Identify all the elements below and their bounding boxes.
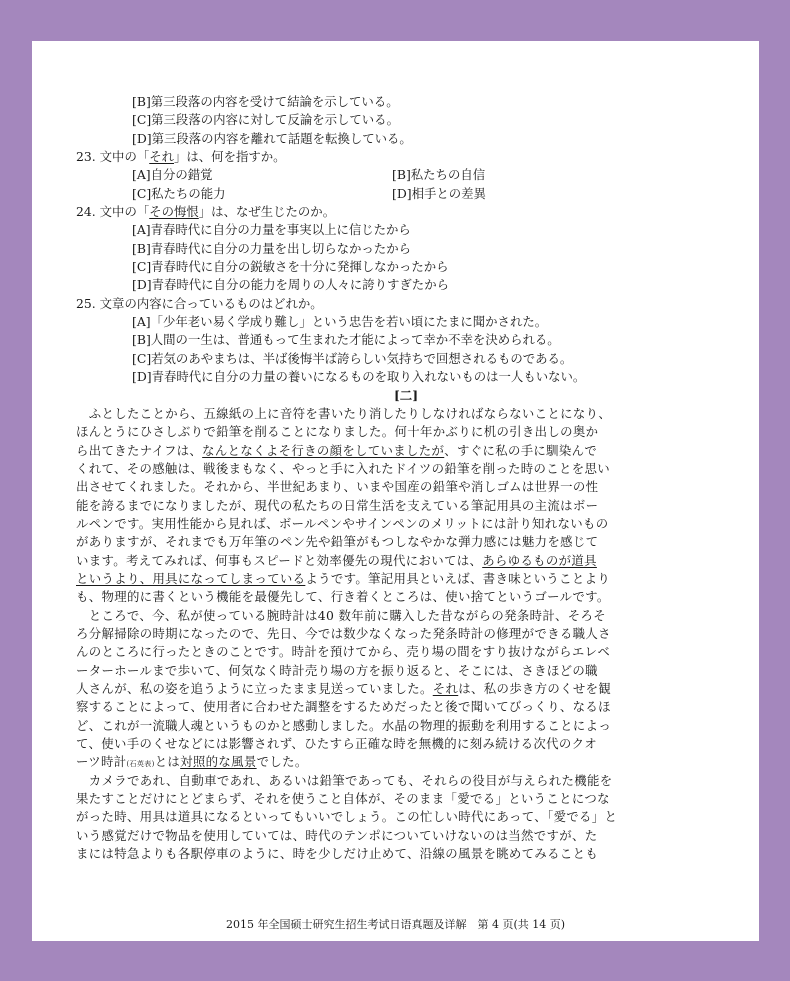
question-number: 23. [76, 149, 96, 165]
q25-option-d: [D]青春時代に自分の力量の養いになるものを取り入れないものは一人もいない。 [132, 369, 586, 385]
q22-option-b: [B]第三段落の内容を受けて結論を示している。 [132, 94, 399, 109]
q23-option-b: [B]私たちの自信 [392, 167, 486, 183]
underlined-phrase: 対照的な風景 [180, 754, 257, 770]
page-content [76, 93, 687, 863]
paragraph-2-line: ど、これが一流職人魂というものかと感動しました。水晶の物理的振動を利用することによっ [76, 717, 612, 733]
q24-option-d: [D]青春時代に自分の能力を周りの人々に誇りすぎたから [132, 277, 449, 293]
q25-option-b: [B]人間の一生は、普通もって生まれた才能によって幸か不幸を決められる。 [132, 332, 560, 348]
page-footer: 2015 年全国硕士研究生招生考试日语真题及详解 第 4 页(共 14 页) [225, 918, 566, 931]
question-25 [76, 295, 687, 313]
paragraph-1-line: 出させてくれました。それから、半世紀あまり、いまや国産の鉛筆や消しゴムは世界一の性 [76, 479, 599, 495]
paragraph-2-line: ーツ時計(石英表)とは対照的な風景でした。 [76, 754, 308, 770]
underlined-phrase: あらゆるものが道具 [482, 552, 597, 568]
paragraph-2-line: 人さんが、私の姿を追うように立ったまま見送っていました。それは、私の歩き方のくせを観 [76, 681, 612, 696]
paragraph-3-line: いう感覚だけで物品を使用していては、時代のテンポについていけないのは当然ですが、た [76, 827, 598, 843]
question-24: 24. 文中の「その悔恨」は、なぜ生じたのか。 [76, 204, 336, 220]
q23-options-row2 [105, 185, 687, 203]
q24-option-b: [B]青春時代に自分の力量を出し切らなかったから [132, 240, 411, 256]
question-number: 25. [76, 295, 96, 311]
q23-options-row1 [105, 166, 687, 184]
q23-option-a: [A]自分の錯覚 [132, 167, 213, 183]
paragraph-2-line: て、使い手のくせなどには影響されず、ひたすら正確な時を無機的に刻み続ける次代のクオ [76, 736, 598, 752]
paragraph-1-line: ら出てきたナイフは、なんとなくよそ行きの顔をしていましたが、すぐに私の手に馴染んで [76, 442, 598, 458]
paragraph-2-line: ろ分解掃除の時期になったので、先日、今では数少なくなった発条時計の修理ができる職人さ [76, 625, 611, 641]
paragraph-3-line: カメラであれ、自動車であれ、あるいは鉛筆であっても、それらの役目が与えられた機能を [88, 772, 613, 788]
q22-option-d: [D]第三段落の内容を離れて話題を転換している。 [132, 130, 412, 146]
underlined-phrase: なんとなくよそ行きの顔をしていましたが [202, 442, 445, 458]
passage [76, 405, 684, 864]
paragraph-1-line: ふとしたことから、五線紙の上に音符を書いたり消したりしなければならないことになり、 [88, 405, 612, 421]
paragraph-1-line: ルペンです。実用性能から見れば、ボールペンやサインペンのメリットには計り知れないもの [76, 515, 609, 531]
section-title: [二] [393, 387, 419, 403]
paragraph-1-line: 能を誇るまでになりましたが、現代の私たちの日常生活を支えている筆記用具の主流はボー [76, 497, 599, 513]
paragraph-1-line: も、物理的に書くという機能を最優先して、行き着くところは、使い捨てというゴールです。 [76, 589, 610, 605]
paragraph-3-line: 果たすことだけにとどまらず、それを使うこと自体が、そのまま「愛でる」ということにつな [76, 791, 610, 807]
q24-option-a: [A]青春時代に自分の力量を事実以上に信じたから [132, 222, 411, 238]
paragraph-2-line: んのところに行ったときのことです。時計を預けてから、売り場の間をすり抜けながらエレベ [76, 644, 611, 660]
underlined-term: それ [149, 149, 175, 165]
paragraph-1-line: がありますが、それまでも万年筆のペン先や鉛筆がもつしなやかな弾力感には魅力を感じて [76, 534, 599, 550]
underlined-term: その悔恨 [149, 204, 199, 220]
question-23: 23. 文中の「それ」は、何を指すか。 [76, 149, 286, 165]
paragraph-3-line: まには特急よりも各駅停車のように、時を少しだけ止めて、沿線の風景を眺めてみることも [76, 846, 599, 862]
paragraph-2-line: 察することによって、使用者に合わせた調整をするためだったと後で聞いてびっくり、なるほ [76, 699, 611, 715]
q22-option-c: [C]第三段落の内容に対して反論を示している。 [132, 112, 399, 128]
document-page [32, 41, 759, 941]
paragraph-2-line: ーターホールまで歩いて、何気なく時計売り場の方を振り返ると、そこには、さきほどの職 [76, 662, 598, 678]
question-number: 24. [76, 204, 96, 220]
paragraph-1-line: くれて、その感触は、戦後まもなく、やっと手に入れたドイツの鉛筆を削った時のことを思い [76, 460, 610, 476]
paragraph-1-line: ほんとうにひさしぶりで鉛筆を削ることになりました。何十年かぶりに机の引き出しの奥か [76, 424, 599, 440]
paragraph-1-line: というより、用具になってしまっているようです。筆記用具といえば、書き味ということより [76, 570, 611, 586]
q24-option-c: [C]青春時代に自分の鋭敏さを十分に発揮しなかったから [132, 259, 449, 275]
q25-option-a: [A]「少年老い易く学成り難し」という忠告を若い頃にたまに聞かされた。 [132, 314, 548, 330]
q23-option-c: [C]私たちの能力 [132, 185, 226, 201]
underlined-phrase: というより、用具になってしまっている [76, 570, 306, 586]
q23-option-d: [D]相手との差異 [392, 185, 486, 201]
question-text: 文章の内容に合っているものはどれか。 [99, 295, 323, 311]
paragraph-3-line: がった時、用具は道具になるといってもいいでしょう。この忙しい時代にあって、「愛でる」と [76, 809, 618, 825]
annotation: (石英表) [126, 760, 155, 769]
paragraph-2-line: ところで、今、私が使っている腕時計は40 数年前に購入した昔ながらの発条時計、そろそ [88, 607, 607, 623]
underlined-phrase: それ [432, 681, 459, 696]
q25-option-c: [C]若気のあやまちは、半ば後悔半ば誇らしい気持ちで回想されるものである。 [132, 350, 573, 366]
paragraph-1-line: います。考えてみれば、何事もスピードと効率優先の現代においては、あらゆるものが道具 [76, 552, 597, 568]
